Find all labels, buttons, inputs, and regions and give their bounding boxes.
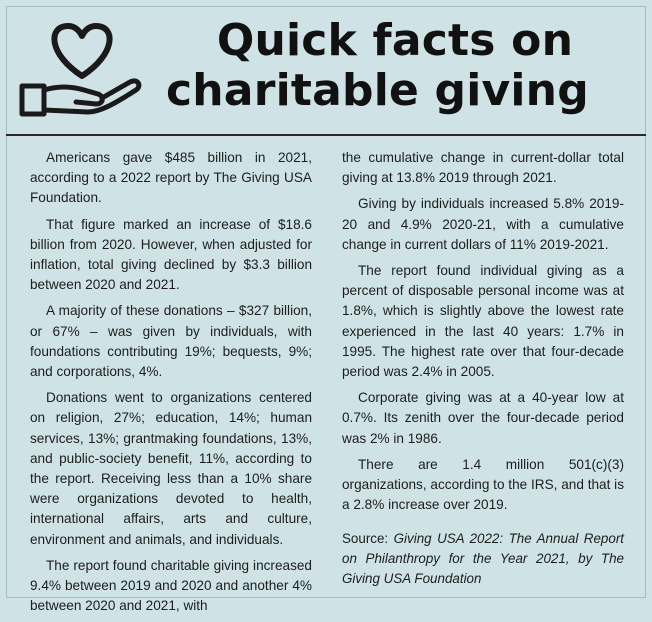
paragraph: That figure marked an increase of $18.6 billion from 2020. However, when adjusted for inflation, total giving declined by $3.3 billion between 2020 and 2021. (30, 216, 312, 293)
paragraph: The report found individual giving as a percent of disposable personal income was at 1.8%, which is slightly above the lowest rate experienced in the last 40 years: 1.7% in 1995. The highest rate over that four-decade period was 2.4% in 2005. (342, 263, 624, 380)
title-line-1: Quick facts on (216, 15, 574, 66)
paragraph: Corporate giving was at a 40-year low at 0.7%. Its zenith over the four-decade period was 2% in 1986. (342, 390, 624, 446)
source-label: Source: (342, 531, 394, 547)
paragraph: Donations went to organizations centered on religion, 27%; education, 14%; human services, 13%; grantmaking foundations, 13%, and public-society benefit, 11%, according to the report. Receiving less than a 10% share were organizations devoted to health, international affairs, arts and culture, environment and animals, and individuals. (30, 390, 312, 547)
header-divider (6, 134, 646, 136)
right-column (342, 148, 624, 589)
hand-shape (22, 86, 44, 114)
paragraph: Giving by individuals increased 5.8% 2019-20 and 4.9% 2020-21, with a cumulative change in current dollars of 11% 2019-2021. (342, 196, 624, 252)
article-body (30, 148, 624, 614)
header (0, 0, 652, 134)
paragraph-continuation: the cumulative change in current-dollar total giving at 13.8% 2019 through 2021. (342, 150, 624, 186)
page-title (160, 16, 630, 116)
paragraph: A majority of these donations – $327 billion, or 67% – was given by individuals, with foundations contributing 19%; bequests, 9%; and corporations, 4%. (30, 303, 312, 380)
heart-in-hand-icon (18, 14, 146, 122)
left-column (30, 148, 312, 622)
paragraph: There are 1.4 million 501(c)(3) organizations, according to the IRS, and that is a 2.8% increase over 2019. (342, 456, 624, 513)
source-title: Giving USA 2022: The Annual Report on Philanthropy for the Year 2021, by The Giving USA Foundation (342, 531, 624, 587)
heart-shape (54, 26, 109, 76)
source-citation (342, 529, 624, 589)
paragraph: Americans gave $485 billion in 2021, according to a 2022 report by The Giving USA Foundation. (30, 150, 312, 206)
title-line-2: charitable giving (166, 65, 589, 116)
paragraph: The report found charitable giving increased 9.4% between 2019 and 2020 and another 4% between 2020 and 2021, with (30, 557, 312, 614)
